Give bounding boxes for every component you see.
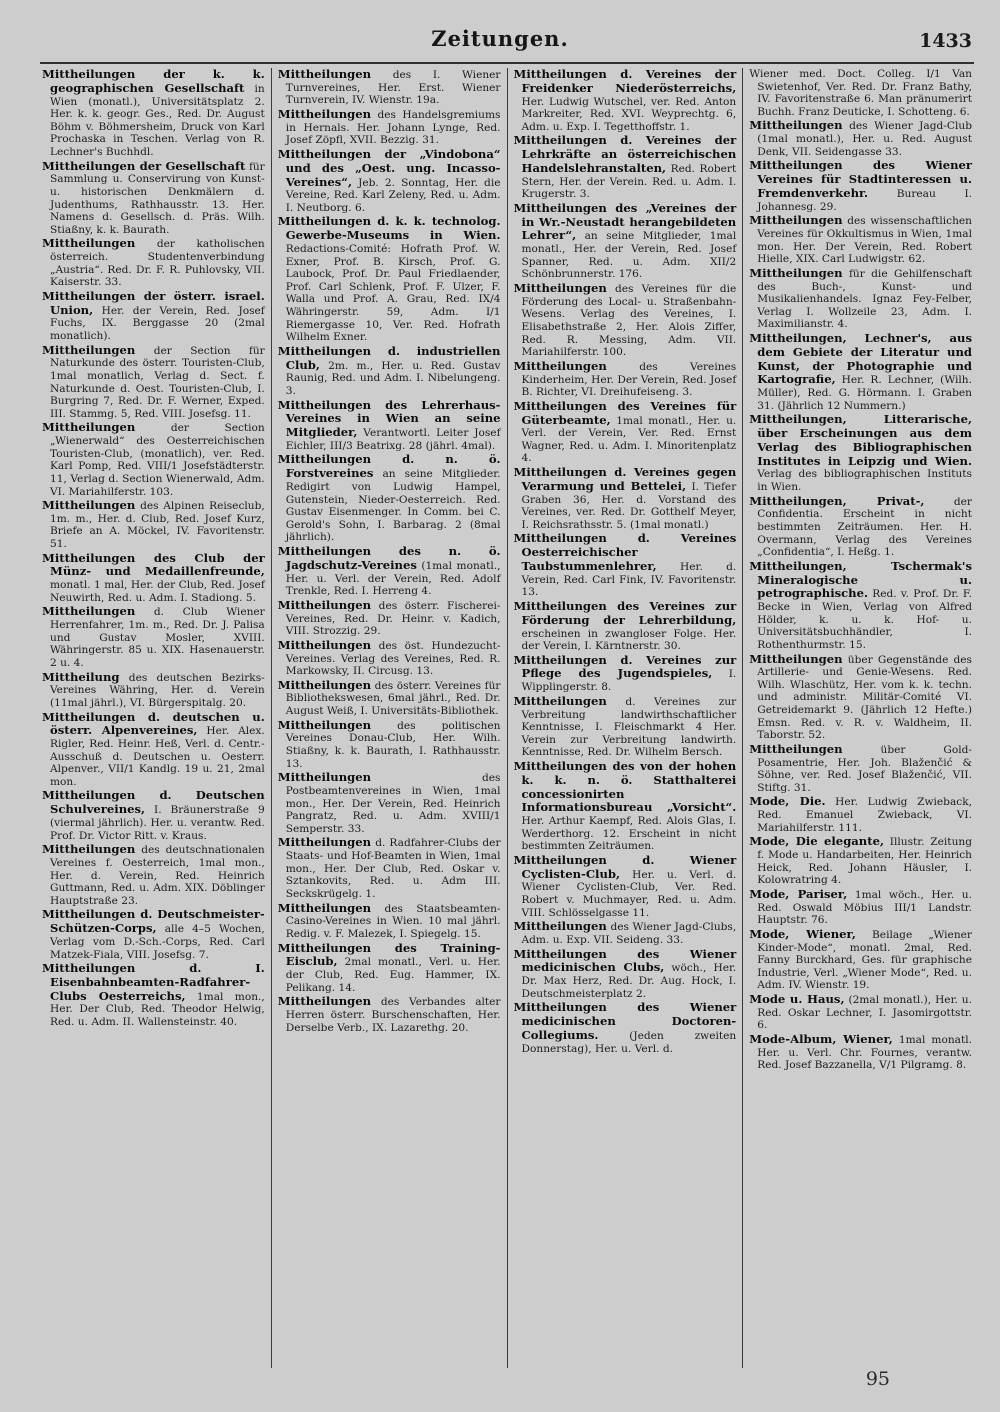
entry-title: Mittheilungen — [277, 68, 372, 81]
entry-text: der Section „Wienerwald“ des Oesterreichischen Touristen-Club, (monatlich), ver. Red. Karl Pomp, Red. VIII/1 Josefstädterstr. 11, Verlag d. Section Wienerwald, Adm. VI. Mariahilferstr. 103. — [50, 422, 265, 498]
entry-text: des I. Wiener Turnvereines, Her. Erst. Wiener Turnverein, IV. Wienstr. 19a. — [285, 69, 501, 107]
entry-title: Mittheilungen — [277, 900, 372, 915]
entry-title: Mittheilungen d. deutschen u. österr. Alpenvereines, — [42, 709, 265, 738]
entry-text: des öst. Hundezucht-Vereines. Verlag des Vereines, Red. R. Markowsky, II. Circusg. 13. — [285, 639, 501, 678]
entry-text: wöch., Her. Dr. Max Herz, Red. Dr. Aug. Hock, I. Deutschmeisterplatz 2. — [521, 962, 737, 1000]
entry-title: Mittheilungen — [42, 842, 136, 857]
entry-title: Mittheilungen — [513, 693, 607, 708]
directory-entry — [514, 854, 737, 919]
entry-text: monatl. 1 mal, Her. der Club, Red. Josef Neuwirth, Red. u. Adm. I. Stadiong. 5. — [50, 579, 265, 604]
entry-text: Her. d. Verein, Red. Carl Fink, IV. Favoritenstr. 13. — [521, 560, 737, 599]
entry-text: d. Vereines zur Verbreitung landwirthschaftlicher Kenntnisse, I. Fleischmarkt 4 Her. Verein zur Verbreitung landwirth. Kenntnisse, Red. Dr. Wilhelm Bersch. — [521, 695, 737, 759]
entry-text: Bureau I. Johannesg. 29. — [757, 187, 972, 213]
entry-title: Mittheilungen — [277, 770, 372, 785]
directory-entry — [514, 360, 737, 399]
entry-text: (1mal monatl., Her. u. Verl. der Verein, Red. Adolf Trenkle, Red. I. Herreng 4. — [285, 559, 501, 598]
directory-entry — [514, 134, 737, 201]
entry-text: des deutschnationalen Vereines f. Oesterreich, 1mal mon., Her. d. Verein, Red. Heinrich Guttmann, Red. u. Adm. XIX. Döblinger Hauptstraße 23. — [50, 844, 265, 907]
entry-title: Mittheilungen, Privat-, — [749, 493, 925, 508]
directory-entry — [514, 282, 737, 359]
entry-text: (Jeden zweiten Donnerstag), Her. u. Verl. d. — [521, 1029, 737, 1055]
entry-text: I. Bräunerstraße 9 (viermal jährlich). Her. u. verantw. Red. Prof. Dr. Victor Ritt. v. Kraus. — [50, 804, 265, 842]
entry-text: für Sammlung u. Conservirung von Kunst- u. historischen Denkmälern d. Judenthums, Rathhausstr. 13. Her. Namens d. Gesellsch. d. Präs. Wilh. Stiaßny, k. k. Baurath. — [50, 160, 265, 236]
directory-entry — [278, 215, 501, 343]
entry-text: Jeb. 2. Sonntag, Her. die Vereine, Red. Karl Zeleny, Red. u. Adm. I. Neutborg. 6. — [285, 176, 501, 214]
entry-title: Mittheilungen des Wiener medicinischen Clubs, — [513, 946, 737, 975]
directory-entry — [278, 942, 501, 995]
column-1 — [36, 68, 271, 1368]
directory-entry — [278, 995, 501, 1034]
entry-text: 2mal monatl., Verl. u. Her. der Club, Red. Eug. Hammer, IX. Pelikang. 14. — [285, 956, 501, 994]
entry-title: Mittheilungen — [42, 498, 136, 513]
entry-text: an seine Mitglieder. Redigirt von Ludwig Hampel, Gutenstein, Nieder-Oesterreich. Red. Gustav Eisenmenger. In Comm. bei C. Gerold's Sohn, I. Barbarag. 2 (8mal jährlich). — [285, 468, 501, 544]
entry-title: Mittheilungen des von der hohen k. k. n. ö. Statthalterei concessionirten Informationsbureau „Vorsicht“. — [513, 759, 737, 815]
entry-title: Mittheilungen des Training-Eisclub, — [277, 940, 501, 969]
directory-entry — [42, 499, 265, 551]
directory-entry — [514, 202, 737, 281]
entry-text: Verantwortl. Leiter Josef Eichler, III/3 Beatrixg. 28 (jährl. 4mal). — [285, 427, 501, 452]
directory-entry — [514, 760, 737, 853]
entry-text: erscheinen in zwangloser Folge. Her. der Verein, I. Kärntnerstr. 30. — [521, 627, 737, 653]
header-rule — [40, 62, 974, 64]
entry-text: I. Wipplingerstr. 8. — [521, 668, 737, 694]
column-4 — [742, 68, 978, 1368]
directory-entry — [278, 108, 501, 147]
entry-title: Mittheilungen — [42, 236, 136, 251]
entry-title: Mittheilungen — [749, 265, 843, 280]
entry-text: an seine Mitglieder, 1mal monatl., Her. der Verein, Red. Josef Spanner, Red. u. Adm. XII/2 Schönbrunnerstr. 176. — [521, 230, 737, 281]
directory-entry — [749, 119, 972, 158]
entry-text: Her. Arthur Kaempf, Red. Alois Glas, I. Werderthorg. 12. Erscheint in nicht bestimmten Zeiträumen. — [521, 815, 737, 853]
entry-text: Beilage „Wiener Kinder-Mode“, monatl. 2mal, Red. Fanny Burckhard, Ges. für graphische Industrie, Verl. „Wiener Mode“, Red. u. Adm. IV. Wienstr. 19. — [757, 928, 972, 992]
entry-text: Her. Ludwig Zwieback, Red. Emanuel Zwieback, VI. Mariahilferstr. 111. — [757, 796, 972, 834]
directory-entry — [42, 789, 265, 842]
entry-title: Mittheilungen d. k. k. technolog. Gewerbe-Museums in Wien. — [277, 214, 501, 243]
directory-entry — [749, 795, 972, 834]
page-number: 1433 — [919, 30, 972, 52]
entry-text: des Staatsbeamten-Casino-Vereines in Wien. 10 mal jährl. Redig. v. F. Malezek, I. Spiegelg. 15. — [285, 902, 501, 940]
entry-title: Mode, Die. — [749, 794, 826, 809]
entry-title: Mittheilungen — [749, 118, 843, 133]
entry-title: Mittheilungen — [277, 994, 372, 1009]
directory-entry — [514, 68, 737, 133]
entry-text: Wiener med. Doct. Colleg. I/1 Van Swietenhof, Ver. Red. Dr. Franz Bathy, IV. Favoritenstraße 6. Man pränumerirt Buchh. Franz Deuticke, I. Schotteng. 6. — [749, 68, 972, 118]
entry-title: Mittheilungen des Wiener medicinischen Doctoren-Collegiums. — [513, 1000, 737, 1042]
entry-text: in Wien (monatl.), Universitätsplatz 2. Her. k. k. geogr. Ges., Red. Dr. August Böhm v. Böhmersheim, Druck von Karl Prochaska in Teschen. Verlag von R. Lechner's Buchhdl. — [50, 82, 265, 158]
directory-entry — [42, 908, 265, 961]
entry-title: Mittheilungen — [513, 919, 607, 934]
entry-text: des Wiener Jagd-Clubs, Adm. u. Exp. VII. Seideng. 33. — [521, 921, 737, 947]
directory-entry — [278, 148, 501, 215]
entry-title: Mittheilungen — [749, 213, 843, 228]
entry-text: Illustr. Zeitung f. Mode u. Handarbeiten, Her. Heinrich Heick, Red. Johann Häusler, I. Kolowratring 4. — [757, 836, 972, 887]
entry-text: des österr. Fischerei-Vereines, Red. Dr. Heinr. v. Kadich, VIII. Strozzig. 29. — [285, 599, 501, 638]
directory-entry — [749, 68, 972, 118]
directory-entry — [514, 920, 737, 946]
entry-text: des Vereines für die Förderung des Local- u. Straßenbahn-Wesens. Verlag des Vereines, I. Elisabethstraße 2, Her. Alois Ziffer, Red. R. Messing, Adm. VII. Mariahilferstr. 100. — [521, 283, 737, 359]
entry-title: Mode, Pariser, — [749, 886, 848, 901]
directory-entry — [42, 344, 265, 421]
entry-title: Mittheilungen der österr. israel. Union, — [42, 288, 265, 317]
column-3 — [507, 68, 743, 1368]
entry-title: Mittheilungen — [277, 106, 372, 121]
entry-title: Mittheilungen d. Vereines gegen Verarmung und Bettelei, — [513, 465, 737, 493]
entry-text: der Confidentia. Erscheint in nicht bestimmten Zeiträumen. Her. H. Overmann, Verlag des Vereines „Confidentia“, I. Heßg. 1. — [757, 495, 972, 559]
entry-text: der Section für Naturkunde des österr. Touristen-Club, 1mal monatlich, Verlag d. Sect. f. Naturkunde d. Oest. Touristen-Club, I. Burgring 7, Red. Dr. F. Werner, Exped. III. Stammg. 5, Red. VIII. Josefsg. 11. — [50, 344, 265, 420]
entry-text: Red. v. Prof. Dr. F. Becke in Wien, Verlag von Alfred Hölder, k. u. k. Hof- u. Universitätsbuchhändler, I. Rothenthurmstr. 15. — [757, 588, 972, 651]
directory-entry — [278, 68, 501, 107]
entry-title: Mittheilungen — [749, 651, 843, 666]
entry-title: Mittheilungen des „Vereines der in Wr.-Neustadt herangebildeten Lehrer“, — [513, 200, 737, 243]
entry-title: Mittheilungen — [42, 420, 136, 435]
directory-entry — [278, 771, 501, 835]
column-2 — [271, 68, 507, 1368]
signature-number: 95 — [865, 1368, 890, 1390]
directory-entry — [42, 711, 265, 789]
directory-entry — [749, 267, 972, 331]
entry-title: Mittheilungen des Lehrerhaus-Vereines in Wien an seine Mitglieder, — [277, 397, 501, 440]
directory-entry — [749, 413, 972, 493]
entry-text: des wissenschaftlichen Vereines für Okkultismus in Wien, 1mal mon. Her. Der Verein, Red. Robert Hielle, XIX. Carl Ludwigstr. 62. — [757, 215, 972, 266]
directory-entry — [278, 545, 501, 598]
directory-entry — [278, 719, 501, 771]
entry-text: über Gold-Posamentrie, Her. Joh. Blaženčić & Söhne, ver. Red. Josef Blaženčić, VII. Stiftg. 31. — [757, 743, 972, 794]
entry-text: d. Radfahrer-Clubs der Staats- und Hof-Beamten in Wien, 1mal mon., Her. Der Club, Red. Oskar v. Sztankovits, Red. u. Adm III. Seckskrügelg. 1. — [285, 837, 501, 900]
directory-entry — [278, 453, 501, 544]
directory-entry — [278, 399, 501, 453]
directory-entry — [514, 600, 737, 653]
entry-text: 1mal wöch., Her. u. Red. Oswald Möbius III/1 Landstr. Hauptstr. 76. — [757, 888, 972, 927]
entry-text: über Gegenstände des Artillerie- und Genie-Wesens. Red. Wilh. Wlaschütz, Her. vom k. k. techn. und administr. Militär-Comité VI. Getreidemarkt 9. (Jährlich 12 Hefte.) Emsn. Red. v. R. v. Waldheim, II. Taborstr. 52. — [757, 653, 972, 742]
directory-entry — [514, 466, 737, 531]
directory-entry — [278, 902, 501, 941]
entry-text: des deutschen Bezirks-Vereines Währing, Her. d. Verein (11mal jährl.), VI. Bürgerspitalg. 20. — [50, 671, 265, 709]
entry-text: des Postbeamtenvereines in Wien, 1mal mon., Her. Der Verein, Red. Heinrich Pangratz, Red. u. Adm. XVIII/1 Semperstr. 33. — [285, 772, 501, 835]
entry-text: des österr. Vereines für Bibliothekswesen, 6mal jährl., Red. Dr. August Weiß, I. Universitäts-Bibliothek. — [285, 679, 501, 718]
entry-title: Mittheilungen — [277, 677, 372, 692]
directory-entry — [42, 160, 265, 237]
directory-entry — [749, 653, 972, 742]
entry-text: Verlag des bibliographischen Instituts in Wien. — [757, 468, 972, 494]
entry-text: 2m. m., Her. u. Red. Gustav Raunig, Red. und Adm. I. Nibelungeng. 3. — [285, 359, 501, 397]
directory-entry — [278, 679, 501, 718]
entry-title: Mittheilungen des Vereines zur Förderung der Lehrerbildung, — [513, 598, 737, 627]
entry-title: Mittheilungen der „Vindobona“ und des „Oest. ung. Incasso-Vereines“, — [277, 146, 501, 189]
directory-entry — [514, 654, 737, 694]
entry-title: Mittheilungen — [277, 835, 372, 850]
directory-entry — [278, 639, 501, 678]
directory-entry — [42, 237, 265, 289]
entry-title: Mittheilungen — [513, 358, 607, 373]
directory-entry — [42, 962, 265, 1029]
directory-entry — [42, 605, 265, 669]
entry-text: des Vereines Kinderheim, Her. Der Verein, Red. Josef B. Richter, VI. Dreihufeiseng. 3. — [521, 360, 737, 399]
entry-title: Mittheilungen d. Deutschen Schulvereines, — [42, 788, 265, 817]
entry-title: Mittheilungen d. n. ö. Forstvereines — [277, 452, 501, 481]
directory-entry — [42, 421, 265, 498]
entry-title: Mode, Wiener, — [749, 926, 856, 941]
entry-title: Mittheilungen, Tschermak's Mineralogische u. petrographische. — [749, 558, 972, 601]
page-header-title: Zeitungen. — [431, 26, 569, 51]
directory-entry — [749, 928, 972, 992]
entry-title: Mittheilungen d. Vereines der Freidenker Niederösterreichs, — [513, 68, 737, 95]
entry-title: Mittheilungen, Lechner's, aus dem Gebiete der Literatur und Kunst, der Photographie und Kartografie, — [749, 331, 972, 387]
directory-entry — [514, 695, 737, 759]
entry-text: alle 4–5 Wochen, Verlag vom D.-Sch.-Corps, Red. Carl Matzek-Fiala, VIII. Josefsg. 7. — [50, 923, 265, 961]
directory-entry — [749, 993, 972, 1032]
entry-title: Mittheilungen d. I. Eisenbahnbeamten-Radfahrer-Clubs Oesterreichs, — [42, 961, 265, 1003]
directory-entry — [42, 552, 265, 605]
entry-text: 1mal monatl. Her. u. Verl. Chr. Fournes, verantw. Red. Josef Bazzanella, V/1 Pilgramg. 8. — [757, 1034, 973, 1072]
entry-text: 1mal monatl., Her. u. Verl. der Verein, Ver. Red. Ernst Wagner, Red. u. Adm. I. Minoritenplatz 4. — [521, 414, 737, 465]
directory-entry — [749, 743, 972, 795]
entry-title: Mittheilungen der Gesellschaft — [42, 158, 246, 173]
entry-title: Mittheilungen — [513, 281, 607, 295]
entry-text: (2mal monatl.), Her. u. Red. Oskar Lechner, I. Jasomirgottstr. 6. — [757, 994, 972, 1032]
entry-text: Her. R. Lechner, (Wilh. Müller), Red. G. Hörmann. I. Graben 31. (Jährlich 12 Nummern.) — [757, 374, 972, 412]
entry-text: des politischen Vereines Donau-Club, Her. Wilh. Stiaßny, k. k. Baurath, I. Rathhausstr. 13. — [285, 719, 501, 770]
entry-title: Mittheilungen des Wiener Vereines für Stadtinteressen u. Fremdenverkehr. — [749, 158, 972, 200]
directory-entry — [514, 948, 737, 1001]
entry-title: Mittheilungen — [42, 342, 136, 357]
entry-title: Mittheilungen d. Wiener Cyclisten-Club, — [513, 852, 737, 881]
directory-entry — [749, 214, 972, 266]
entry-title: Mittheilungen d. Vereines Oesterreichischer Taubstummenlehrer, — [513, 531, 737, 573]
directory-entry — [278, 836, 501, 900]
entry-title: Mittheilungen — [277, 717, 372, 732]
entry-title: Mittheilungen — [277, 597, 372, 612]
directory-entry — [514, 532, 737, 599]
entry-title: Mittheilungen d. industriellen Club, — [277, 343, 501, 372]
entry-text: I. Tiefer Graben 36, Her. d. Vorstand des Vereines, ver. Red. Dr. Gotthelf Meyer, I. Reichsrathsstr. 5. (1mal monatl.) — [521, 480, 737, 531]
entry-text: 1mal mon., Her. Der Club, Red. Theodor Helwig, Red. u. Adm. II. Wallensteinstr. 40. — [50, 990, 265, 1029]
entry-title: Mittheilungen der k. k. geographischen Gesellschaft — [42, 68, 265, 95]
entry-title: Mittheilungen — [42, 604, 136, 619]
entry-title: Mittheilungen d. Vereines zur Pflege des Jugendspieles, — [513, 652, 737, 681]
entry-text: Red. Robert Stern, Her. der Verein. Red. u. Adm. I. Krugerstr. 3. — [521, 162, 737, 201]
directory-entry — [749, 888, 972, 927]
entry-text: d. Club Wiener Herrenfahrer, 1m. m., Red. Dr. J. Palisa und Gustav Mosler, XVIII. Währingerstr. 85 u. XIX. Hasenauerstr. 2 u. 4. — [50, 606, 265, 669]
directory-entry — [42, 68, 265, 159]
entry-text: des Handelsgremiums in Hernals. Her. Johann Lynge, Red. Josef Zöpfl, XVII. Bezzig. 31. — [285, 108, 501, 147]
directory-entry — [278, 599, 501, 638]
entry-title: Mode, Die elegante, — [749, 834, 885, 849]
entry-text: Her. Ludwig Wutschel, ver. Red. Anton Markreiter, Red. XVI. Weyprechtg. 6, Adm. u. Exp. I. Tegetthoffstr. 1. — [521, 95, 737, 133]
entry-text: der katholischen österreich. Studentenverbindung „Austria“. Red. Dr. F. R. Puhlovsky, VII. Kaiserstr. 33. — [50, 238, 265, 289]
entry-text: des Verbandes alter Herren österr. Burschenschaften, Her. Derselbe Verb., IX. Lazarethg. 20. — [285, 996, 501, 1034]
entry-title: Mode u. Haus, — [749, 992, 845, 1007]
entry-title: Mittheilungen d. Vereines der Lehrkräfte an österreichischen Handelslehranstalten, — [513, 133, 737, 175]
entry-title: Mittheilungen — [277, 637, 372, 652]
entry-title: Mode-Album, Wiener, — [749, 1032, 893, 1047]
entry-text: des Wiener Jagd-Club (1mal monatl.), Her. u. Red. August Denk, VII. Seidengasse 33. — [757, 120, 972, 158]
directory-entry — [514, 1001, 737, 1055]
entry-text: Her. u. Verl. d. Wiener Cyclisten-Club, Ver. Red. Robert v. Muchmayer, Red. u. Adm. VIII. Schlösselgasse 11. — [521, 868, 737, 919]
directory-entry — [749, 560, 972, 652]
directory-entry — [749, 1033, 972, 1072]
directory-entry — [749, 835, 972, 887]
directory-entry — [514, 400, 737, 465]
entry-title: Mittheilungen des n. ö. Jagdschutz-Vereines — [277, 544, 501, 572]
directory-entry — [278, 345, 501, 398]
text-columns — [36, 68, 978, 1368]
entry-text: Redactions-Comité: Hofrath Prof. W. Exner, Prof. B. Kirsch, Prof. G. Laubock, Prof. Dr. Paul Friedlaender, Prof. Carl Schlenk, Prof. F. Ulzer, F. Walla und Prof. A. Grau, Red. IX/4 Währingerstr. 59, Adm. I/1 Riemergasse 10, Ver. Red. Hofrath Wilhelm Exner. — [285, 243, 501, 344]
directory-entry — [749, 159, 972, 213]
directory-entry — [42, 671, 265, 710]
entry-text: für die Gehilfenschaft des Buch-, Kunst- und Musikalienhandels. Ignaz Fey-Felber, Verlag I. Wollzeile 23, Adm. I. Maximilianstr. 4. — [757, 267, 972, 331]
directory-entry — [749, 332, 972, 412]
entry-text: Her. Alex. Rigler, Red. Heinr. Heß, Verl. d. Centr.-Ausschuß d. Deutschen u. Oesterr. Alpenver., VII/1 Kandlg. 19 u. 21, 2mal mon. — [50, 725, 265, 788]
entry-title: Mittheilungen — [749, 741, 843, 756]
directory-entry — [749, 495, 972, 559]
entry-title: Mittheilungen des Club der Münz- und Medaillenfreunde, — [42, 550, 265, 579]
entry-title: Mittheilungen d. Deutschmeister-Schützen-Corps, — [42, 907, 265, 936]
entry-title: Mittheilung — [42, 669, 120, 684]
directory-entry — [42, 843, 265, 907]
entry-title: Mittheilungen des Vereines für Güterbeamte, — [513, 398, 737, 427]
entry-text: Her. der Verein, Red. Josef Fuchs, IX. Berggasse 20 (2mal monatlich). — [50, 304, 265, 342]
directory-entry — [42, 290, 265, 343]
entry-title: Mittheilungen, Litterarische, über Erscheinungen aus dem Verlag des Bibliographischen Institutes in Leipzig und Wien. — [749, 412, 972, 468]
entry-text: des Alpinen Reiseclub, 1m. m., Her. d. Club, Red. Josef Kurz, Briefe an A. Möckel, IV. Favoritenstr. 51. — [50, 500, 265, 551]
